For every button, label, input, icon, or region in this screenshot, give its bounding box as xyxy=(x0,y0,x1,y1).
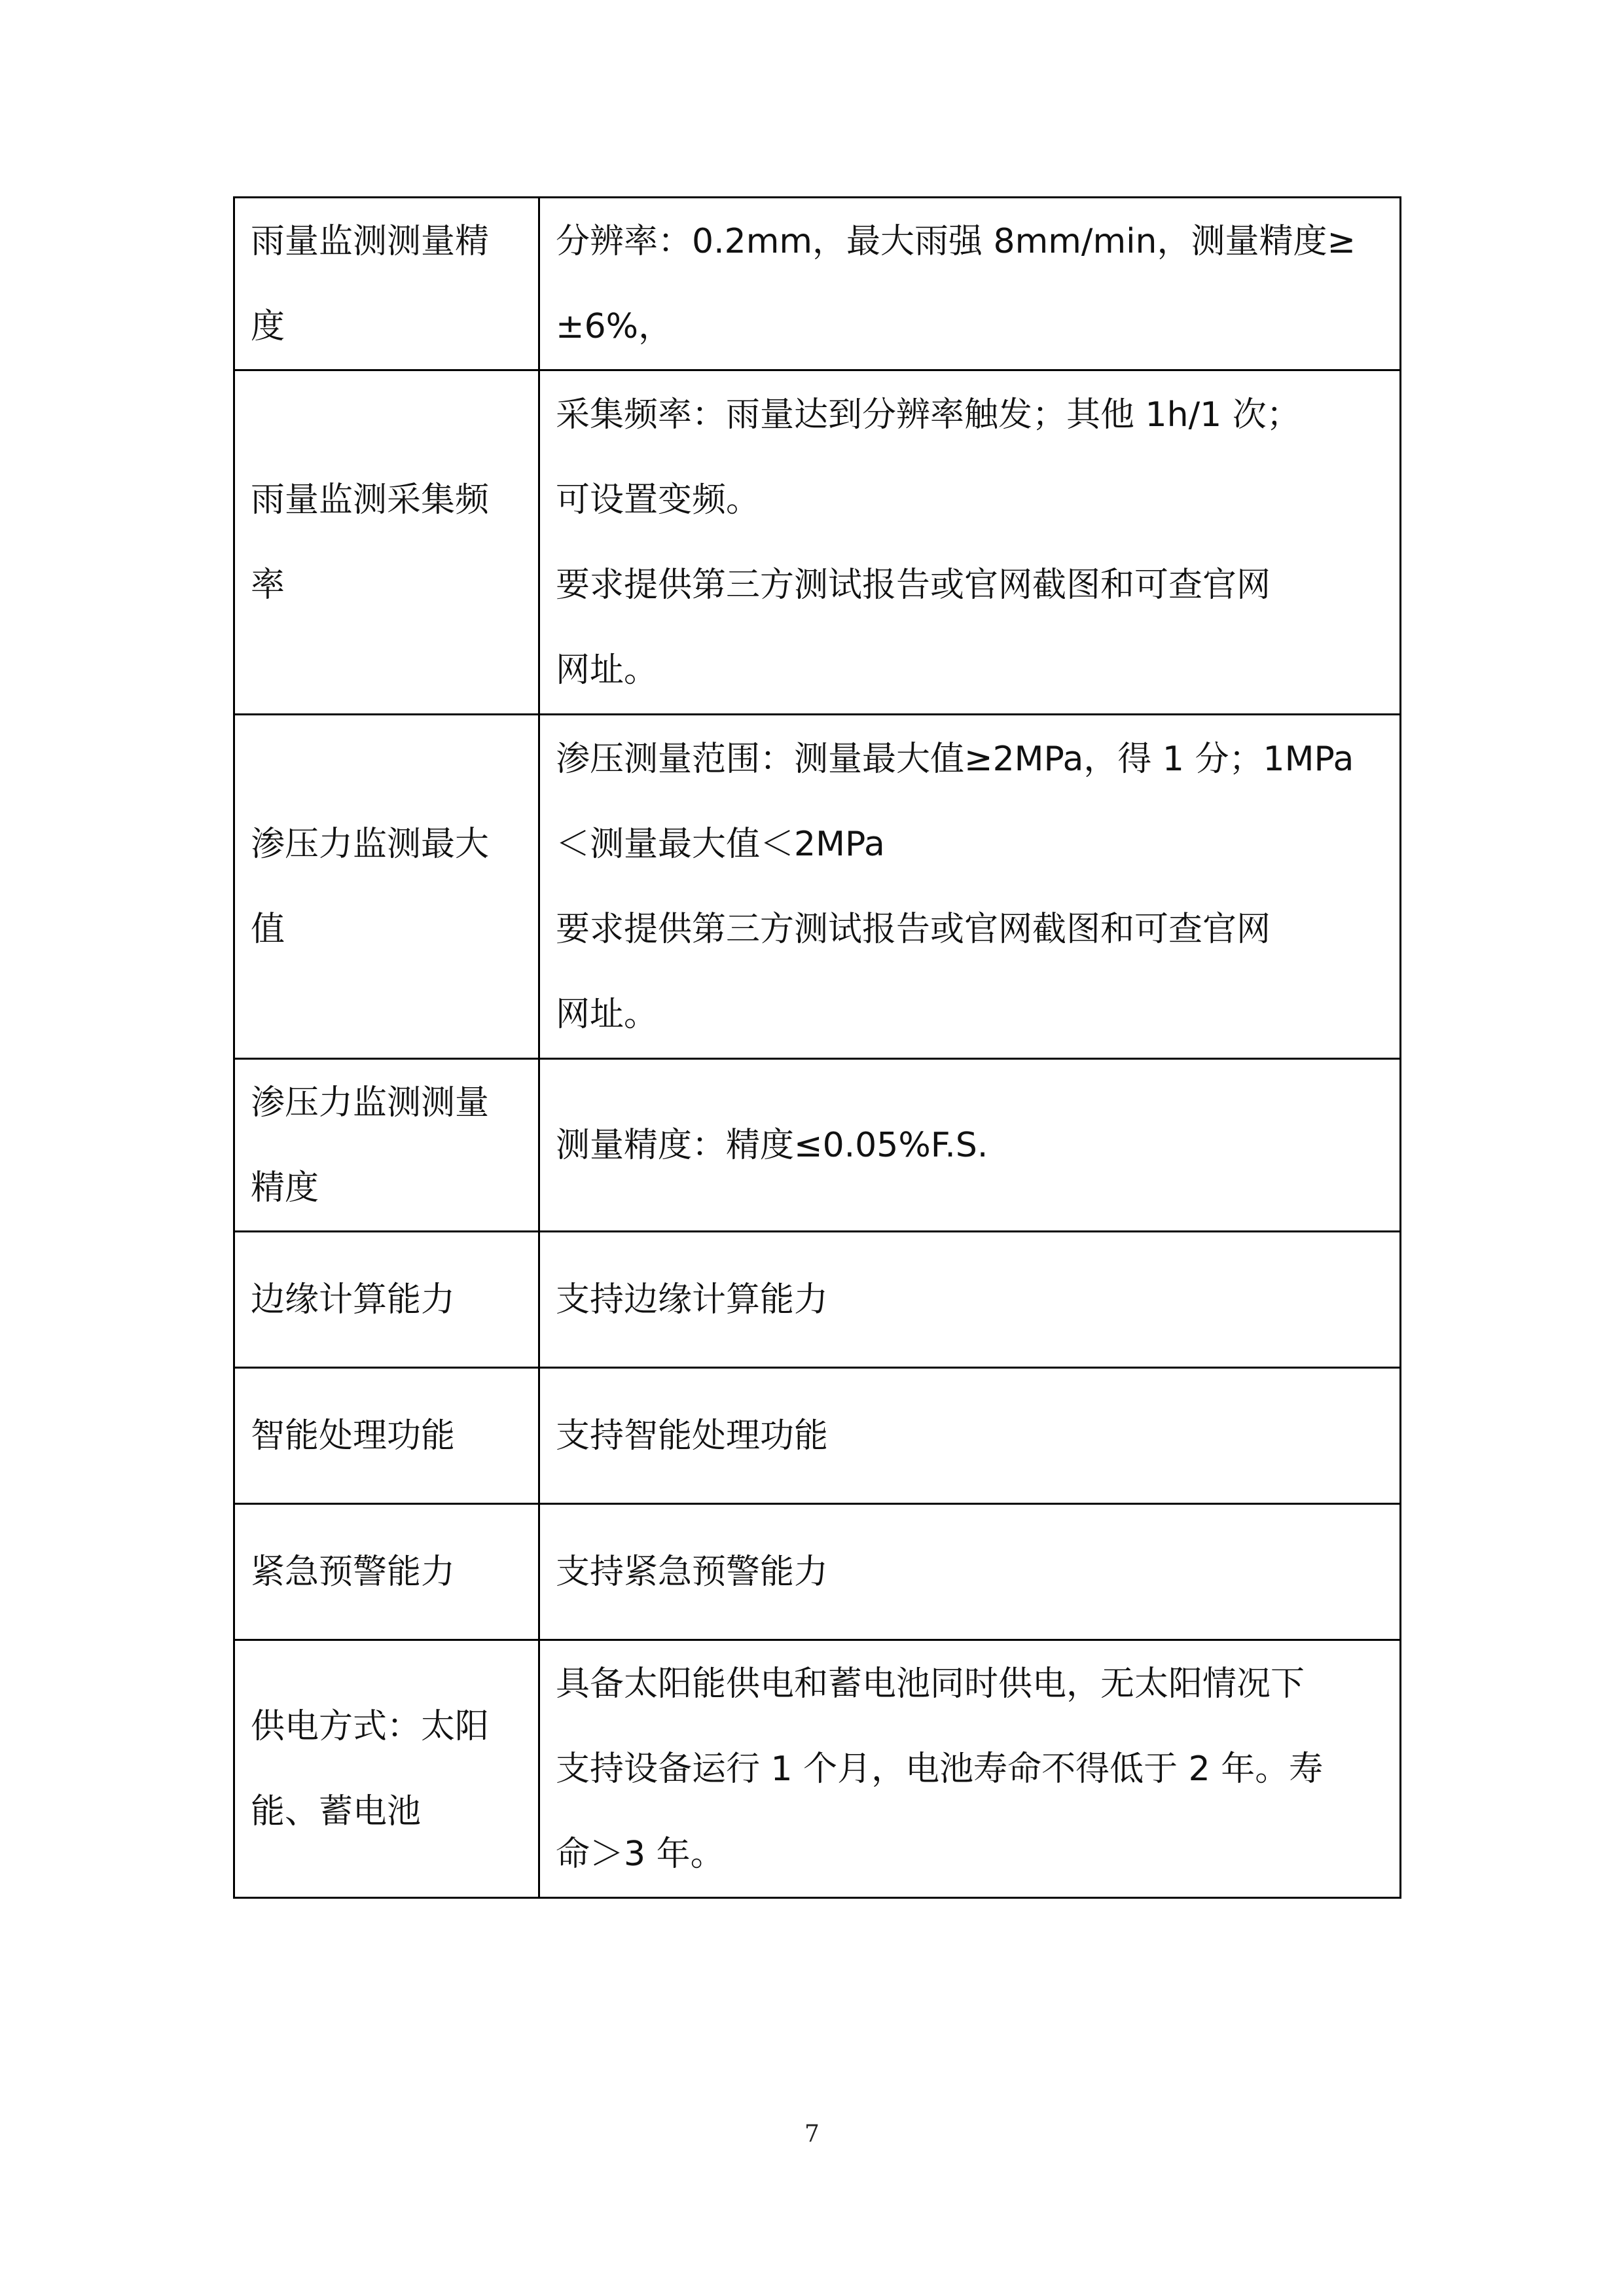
row-value: 支持边缘计算能力 xyxy=(539,1232,1401,1368)
row-label: 渗压力监测最大 值 xyxy=(234,715,539,1059)
table-row xyxy=(234,1504,1401,1640)
table-row xyxy=(234,1640,1401,1898)
row-value: 具备太阳能供电和蓄电池同时供电，无太阳情况下 支持设备运行 1 个月，电池寿命不得低于 2 年。寿 命＞3 年。 xyxy=(539,1640,1401,1898)
table-row xyxy=(234,1368,1401,1504)
row-label: 边缘计算能力 xyxy=(234,1232,539,1368)
page-number: 7 xyxy=(804,2121,820,2147)
row-value: 采集频率：雨量达到分辨率触发；其他 1h/1 次； 可设置变频。 要求提供第三方测试报告或官网截图和可查官网 网址。 xyxy=(539,370,1401,715)
table-row xyxy=(234,370,1401,715)
row-label: 雨量监测采集频 率 xyxy=(234,370,539,715)
row-label: 雨量监测测量精 度 xyxy=(234,198,539,370)
row-value: 渗压测量范围：测量最大值≥2MPa，得 1 分；1MPa ＜测量最大值＜2MPa 要求提供第三方测试报告或官网截图和可查官网 网址。 xyxy=(539,715,1401,1059)
row-label: 供电方式：太阳 能、蓄电池 xyxy=(234,1640,539,1898)
spec-table xyxy=(233,196,1401,1899)
table-row xyxy=(234,1059,1401,1232)
row-label: 渗压力监测测量 精度 xyxy=(234,1059,539,1232)
row-value: 支持智能处理功能 xyxy=(539,1368,1401,1504)
table-row xyxy=(234,1232,1401,1368)
row-value: 支持紧急预警能力 xyxy=(539,1504,1401,1640)
row-label: 智能处理功能 xyxy=(234,1368,539,1504)
table-row xyxy=(234,715,1401,1059)
row-label: 紧急预警能力 xyxy=(234,1504,539,1640)
table-row xyxy=(234,198,1401,370)
row-value: 测量精度：精度≤0.05%F.S. xyxy=(539,1059,1401,1232)
row-value: 分辨率：0.2mm，最大雨强 8mm/min，测量精度≥ ±6%， xyxy=(539,198,1401,370)
